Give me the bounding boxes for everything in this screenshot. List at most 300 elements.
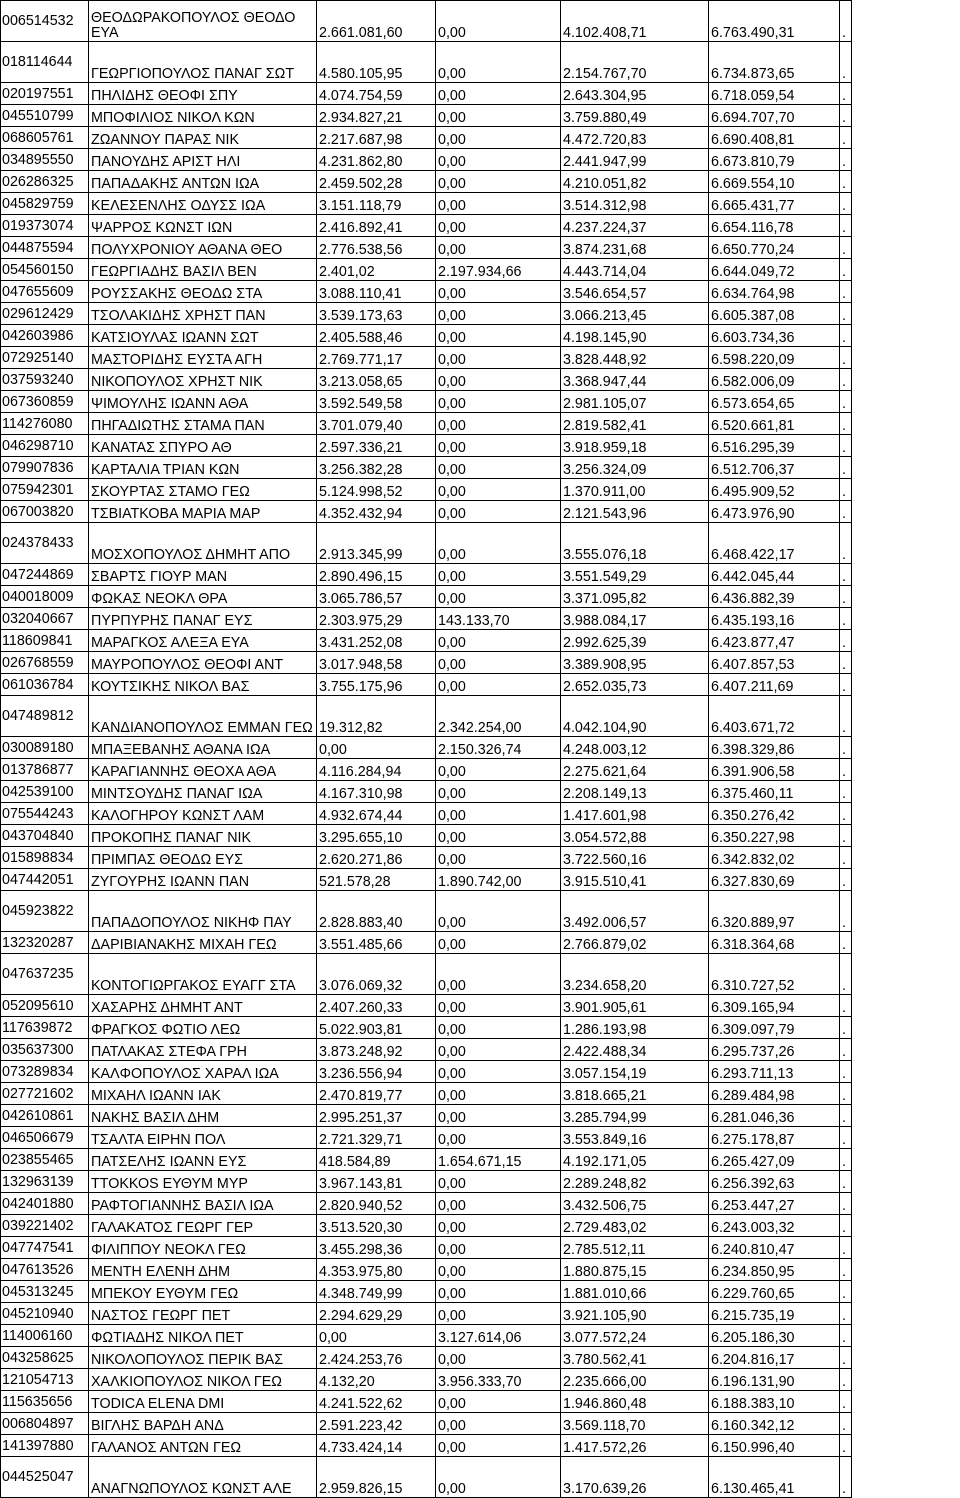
value2-cell: 0,00: [436, 127, 561, 149]
table-row: [1, 869, 852, 891]
value2-cell: 0,00: [436, 674, 561, 696]
name-cell: ΠΑΠΑΔΑΚΗΣ ΑΝΤΩΝ ΙΩΑ: [89, 171, 317, 193]
dot-cell: .: [840, 171, 852, 193]
value3-cell: 2.289.248,82: [561, 1171, 709, 1193]
value2-cell: 143.133,70: [436, 608, 561, 630]
value3-cell: 3.759.880,49: [561, 105, 709, 127]
table-row: [1, 171, 852, 193]
table-row: [1, 696, 852, 737]
value1-cell: 2.995.251,37: [317, 1105, 436, 1127]
value3-cell: 2.992.625,39: [561, 630, 709, 652]
value3-cell: 3.371.095,82: [561, 586, 709, 608]
total-cell: 6.598.220,09: [709, 347, 840, 369]
total-cell: 6.520.661,81: [709, 413, 840, 435]
dot-cell: .: [840, 759, 852, 781]
table-row: [1, 83, 852, 105]
afm-cell: 141397880: [1, 1435, 89, 1457]
value2-cell: 0,00: [436, 652, 561, 674]
total-cell: 6.243.003,32: [709, 1215, 840, 1237]
table-row: [1, 1391, 852, 1413]
value2-cell: 0,00: [436, 1391, 561, 1413]
name-cell: ΝΑΣΤΟΣ ΓΕΩΡΓ ΠΕΤ: [89, 1303, 317, 1325]
afm-cell: 037593240: [1, 369, 89, 391]
total-cell: 6.150.996,40: [709, 1435, 840, 1457]
name-cell: ΘΕΟΔΩΡΑΚΟΠΟΥΛΟΣ ΘΕΟΔΟ ΕΥΑ: [89, 1, 317, 42]
value2-cell: 1.654.671,15: [436, 1149, 561, 1171]
table-row: [1, 891, 852, 932]
value2-cell: 0,00: [436, 825, 561, 847]
dot-cell: .: [840, 501, 852, 523]
value3-cell: 3.066.213,45: [561, 303, 709, 325]
dot-cell: .: [840, 1391, 852, 1413]
afm-cell: 006804897: [1, 1413, 89, 1435]
value3-cell: 4.248.003,12: [561, 737, 709, 759]
value1-cell: 2.591.223,42: [317, 1413, 436, 1435]
total-cell: 6.240.810,47: [709, 1237, 840, 1259]
table-row: [1, 652, 852, 674]
value1-cell: 3.213.058,65: [317, 369, 436, 391]
value2-cell: 0,00: [436, 1457, 561, 1498]
value3-cell: 2.785.512,11: [561, 1237, 709, 1259]
total-cell: 6.318.364,68: [709, 932, 840, 954]
value1-cell: 3.592.549,58: [317, 391, 436, 413]
value1-cell: 4.074.754,59: [317, 83, 436, 105]
dot-cell: .: [840, 105, 852, 127]
afm-cell: 006514532: [1, 1, 89, 42]
afm-cell: 047442051: [1, 869, 89, 891]
value1-cell: 418.584,89: [317, 1149, 436, 1171]
name-cell: ΜΙΝΤΣΟΥΔΗΣ ΠΑΝΑΓ ΙΩΑ: [89, 781, 317, 803]
name-cell: ΜΠΟΦΙΛΙΟΣ ΝΙΚΟΛ ΚΩΝ: [89, 105, 317, 127]
value2-cell: 0,00: [436, 1413, 561, 1435]
table-row: [1, 1149, 852, 1171]
name-cell: ΖΩΑΝΝΟΥ ΠΑΡΑΣ ΝΙΚ: [89, 127, 317, 149]
dot-cell: .: [840, 391, 852, 413]
afm-cell: 054560150: [1, 259, 89, 281]
table-row: [1, 435, 852, 457]
total-cell: 6.188.383,10: [709, 1391, 840, 1413]
total-cell: 6.694.707,70: [709, 105, 840, 127]
table-row: [1, 1435, 852, 1457]
value3-cell: 2.235.666,00: [561, 1369, 709, 1391]
value3-cell: 3.077.572,24: [561, 1325, 709, 1347]
name-cell: ΜΟΣΧΟΠΟΥΛΟΣ ΔΗΜΗΤ ΑΠΟ: [89, 523, 317, 564]
value1-cell: 0,00: [317, 737, 436, 759]
dot-cell: .: [840, 479, 852, 501]
value2-cell: 0,00: [436, 281, 561, 303]
afm-cell: 045210940: [1, 1303, 89, 1325]
value2-cell: 0,00: [436, 847, 561, 869]
value1-cell: 2.424.253,76: [317, 1347, 436, 1369]
table-row: [1, 1281, 852, 1303]
table-row: [1, 803, 852, 825]
table-row: [1, 523, 852, 564]
total-cell: 6.320.889,97: [709, 891, 840, 932]
name-cell: ΣΒΑΡΤΣ ΓΙΟΥΡ ΜΑΝ: [89, 564, 317, 586]
value2-cell: 0,00: [436, 1, 561, 42]
afm-cell: 075544243: [1, 803, 89, 825]
value2-cell: 0,00: [436, 1105, 561, 1127]
afm-cell: 047655609: [1, 281, 89, 303]
table-row: [1, 1457, 852, 1498]
afm-cell: 073289834: [1, 1061, 89, 1083]
value3-cell: 3.551.549,29: [561, 564, 709, 586]
table-row: [1, 608, 852, 630]
name-cell: ΝΙΚΟΛΟΠΟΥΛΟΣ ΠΕΡΙΚ ΒΑΣ: [89, 1347, 317, 1369]
value1-cell: 2.303.975,29: [317, 608, 436, 630]
name-cell: ΝΑΚΗΣ ΒΑΣΙΛ ΔΗΜ: [89, 1105, 317, 1127]
value3-cell: 2.766.879,02: [561, 932, 709, 954]
dot-cell: .: [840, 1325, 852, 1347]
table-row: [1, 825, 852, 847]
table-row: [1, 1237, 852, 1259]
value1-cell: 5.022.903,81: [317, 1017, 436, 1039]
name-cell: ΧΑΛΚΙΟΠΟΥΛΟΣ ΝΙΚΟΛ ΓΕΩ: [89, 1369, 317, 1391]
value1-cell: 3.065.786,57: [317, 586, 436, 608]
dot-cell: .: [840, 1105, 852, 1127]
dot-cell: .: [840, 1259, 852, 1281]
dot-cell: .: [840, 523, 852, 564]
value1-cell: 5.124.998,52: [317, 479, 436, 501]
afm-cell: 039221402: [1, 1215, 89, 1237]
name-cell: ΤΤΟΚΚΟS ΕΥΘΥΜ ΜΥΡ: [89, 1171, 317, 1193]
total-cell: 6.407.857,53: [709, 652, 840, 674]
total-cell: 6.582.006,09: [709, 369, 840, 391]
dot-cell: .: [840, 891, 852, 932]
afm-cell: 042610861: [1, 1105, 89, 1127]
dot-cell: .: [840, 193, 852, 215]
value3-cell: 3.915.510,41: [561, 869, 709, 891]
value3-cell: 3.874.231,68: [561, 237, 709, 259]
name-cell: ΤΣΒΙΑΤΚΟΒΑ ΜΑΡΙΑ ΜΑΡ: [89, 501, 317, 523]
value3-cell: 2.275.621,64: [561, 759, 709, 781]
table-row: [1, 781, 852, 803]
table-row: [1, 281, 852, 303]
value1-cell: 2.828.883,40: [317, 891, 436, 932]
value2-cell: 2.342.254,00: [436, 696, 561, 737]
afm-cell: 117639872: [1, 1017, 89, 1039]
table-row: [1, 995, 852, 1017]
value3-cell: 1.946.860,48: [561, 1391, 709, 1413]
value3-cell: 3.918.959,18: [561, 435, 709, 457]
name-cell: ΦΙΛΙΠΠΟΥ ΝΕΟΚΛ ΓΕΩ: [89, 1237, 317, 1259]
total-cell: 6.573.654,65: [709, 391, 840, 413]
value2-cell: 0,00: [436, 501, 561, 523]
value3-cell: 3.432.506,75: [561, 1193, 709, 1215]
dot-cell: .: [840, 674, 852, 696]
value1-cell: 3.755.175,96: [317, 674, 436, 696]
total-cell: 6.718.059,54: [709, 83, 840, 105]
afm-cell: 047637235: [1, 954, 89, 995]
value1-cell: 4.348.749,99: [317, 1281, 436, 1303]
afm-cell: 072925140: [1, 347, 89, 369]
value1-cell: 2.401,02: [317, 259, 436, 281]
name-cell: ΓΑΛΑΚΑΤΟΣ ΓΕΩΡΓ ΓΕΡ: [89, 1215, 317, 1237]
total-cell: 6.130.465,41: [709, 1457, 840, 1498]
value1-cell: 3.431.252,08: [317, 630, 436, 652]
dot-cell: .: [840, 1457, 852, 1498]
dot-cell: .: [840, 1281, 852, 1303]
dot-cell: .: [840, 803, 852, 825]
value2-cell: 0,00: [436, 781, 561, 803]
name-cell: ΜΑΥΡΟΠΟΥΛΟΣ ΘΕΟΦΙ ΑΝΤ: [89, 652, 317, 674]
dot-cell: .: [840, 1237, 852, 1259]
dot-cell: .: [840, 1061, 852, 1083]
name-cell: ΦΩΚΑΣ ΝΕΟΚΛ ΘΡΑ: [89, 586, 317, 608]
value1-cell: 2.407.260,33: [317, 995, 436, 1017]
value3-cell: 2.652.035,73: [561, 674, 709, 696]
name-cell: ΝΙΚΟΠΟΥΛΟΣ ΧΡΗΣΤ ΝΙΚ: [89, 369, 317, 391]
dot-cell: .: [840, 1347, 852, 1369]
value1-cell: 4.231.862,80: [317, 149, 436, 171]
total-cell: 6.327.830,69: [709, 869, 840, 891]
value2-cell: 0,00: [436, 325, 561, 347]
total-cell: 6.473.976,90: [709, 501, 840, 523]
value1-cell: 3.551.485,66: [317, 932, 436, 954]
table-row: [1, 193, 852, 215]
value3-cell: 3.921.105,90: [561, 1303, 709, 1325]
afm-cell: 045923822: [1, 891, 89, 932]
value1-cell: 2.620.271,86: [317, 847, 436, 869]
value3-cell: 3.389.908,95: [561, 652, 709, 674]
name-cell: ΜΑΡΑΓΚΟΣ ΑΛΕΞΑ ΕΥΑ: [89, 630, 317, 652]
total-cell: 6.634.764,98: [709, 281, 840, 303]
total-cell: 6.204.816,17: [709, 1347, 840, 1369]
value1-cell: 4.580.105,95: [317, 42, 436, 83]
table-row: [1, 1303, 852, 1325]
total-cell: 6.289.484,98: [709, 1083, 840, 1105]
dot-cell: .: [840, 869, 852, 891]
name-cell: ΚΑΤΣΙΟΥΛΑΣ ΙΩΑΝΝ ΣΩΤ: [89, 325, 317, 347]
name-cell: ΡΟΥΣΣΑΚΗΣ ΘΕΟΔΩ ΣΤΑ: [89, 281, 317, 303]
name-cell: ΣΚΟΥΡΤΑΣ ΣΤΑΜΟ ΓΕΩ: [89, 479, 317, 501]
table-row: [1, 847, 852, 869]
name-cell: ΠΗΓΑΔΙΩΤΗΣ ΣΤΑΜΑ ΠΑΝ: [89, 413, 317, 435]
total-cell: 6.669.554,10: [709, 171, 840, 193]
name-cell: ΚΑΡΑΓΙΑΝΝΗΣ ΘΕΟΧΑ ΑΘΑ: [89, 759, 317, 781]
table-row: [1, 630, 852, 652]
name-cell: ΤΣΑΛΤΑ ΕΙΡΗΝ ΠΟΛ: [89, 1127, 317, 1149]
value2-cell: 0,00: [436, 1259, 561, 1281]
table-row: [1, 759, 852, 781]
total-cell: 6.375.460,11: [709, 781, 840, 803]
value1-cell: 2.661.081,60: [317, 1, 436, 42]
table-row: [1, 127, 852, 149]
value2-cell: 0,00: [436, 215, 561, 237]
value3-cell: 1.286.193,98: [561, 1017, 709, 1039]
name-cell: ΚΑΛΟΓΗΡΟΥ ΚΩΝΣΤ ΛΑΜ: [89, 803, 317, 825]
total-cell: 6.234.850,95: [709, 1259, 840, 1281]
value3-cell: 1.881.010,66: [561, 1281, 709, 1303]
value1-cell: 2.959.826,15: [317, 1457, 436, 1498]
value3-cell: 4.210.051,82: [561, 171, 709, 193]
table-row: [1, 413, 852, 435]
dot-cell: .: [840, 237, 852, 259]
value2-cell: 0,00: [436, 149, 561, 171]
dot-cell: .: [840, 825, 852, 847]
value3-cell: 3.901.905,61: [561, 995, 709, 1017]
value1-cell: 2.721.329,71: [317, 1127, 436, 1149]
value1-cell: 2.405.588,46: [317, 325, 436, 347]
value1-cell: 3.076.069,32: [317, 954, 436, 995]
value1-cell: 3.236.556,94: [317, 1061, 436, 1083]
dot-cell: .: [840, 369, 852, 391]
value2-cell: 0,00: [436, 1303, 561, 1325]
total-cell: 6.665.431,77: [709, 193, 840, 215]
afm-cell: 015898834: [1, 847, 89, 869]
value2-cell: 0,00: [436, 630, 561, 652]
value1-cell: 2.820.940,52: [317, 1193, 436, 1215]
value3-cell: 2.819.582,41: [561, 413, 709, 435]
total-cell: 6.229.760,65: [709, 1281, 840, 1303]
value3-cell: 4.198.145,90: [561, 325, 709, 347]
table-row: [1, 932, 852, 954]
dot-cell: .: [840, 42, 852, 83]
value1-cell: 4.733.424,14: [317, 1435, 436, 1457]
value1-cell: 3.701.079,40: [317, 413, 436, 435]
value3-cell: 3.368.947,44: [561, 369, 709, 391]
total-cell: 6.215.735,19: [709, 1303, 840, 1325]
value2-cell: 0,00: [436, 1083, 561, 1105]
value3-cell: 1.880.875,15: [561, 1259, 709, 1281]
table-row: [1, 1347, 852, 1369]
name-cell: ΒΙΓΛΗΣ ΒΑΡΔΗ ΑΝΔ: [89, 1413, 317, 1435]
value3-cell: 2.154.767,70: [561, 42, 709, 83]
value3-cell: 3.492.006,57: [561, 891, 709, 932]
value1-cell: 4.353.975,80: [317, 1259, 436, 1281]
afm-cell: 045829759: [1, 193, 89, 215]
name-cell: ΚΑΝΑΤΑΣ ΣΠΥΡΟ ΑΘ: [89, 435, 317, 457]
afm-cell: 044525047: [1, 1457, 89, 1498]
value2-cell: 0,00: [436, 369, 561, 391]
value1-cell: 4.116.284,94: [317, 759, 436, 781]
name-cell: ΠΡΟΚΟΠΗΣ ΠΑΝΑΓ ΝΙΚ: [89, 825, 317, 847]
total-cell: 6.293.711,13: [709, 1061, 840, 1083]
total-cell: 6.495.909,52: [709, 479, 840, 501]
total-cell: 6.690.408,81: [709, 127, 840, 149]
value1-cell: 2.294.629,29: [317, 1303, 436, 1325]
value1-cell: 3.151.118,79: [317, 193, 436, 215]
value1-cell: 4.241.522,62: [317, 1391, 436, 1413]
dot-cell: .: [840, 652, 852, 674]
value2-cell: 0,00: [436, 1193, 561, 1215]
value3-cell: 2.981.105,07: [561, 391, 709, 413]
dot-cell: .: [840, 696, 852, 737]
dot-cell: .: [840, 1193, 852, 1215]
value2-cell: 0,00: [436, 83, 561, 105]
value2-cell: 0,00: [436, 347, 561, 369]
value1-cell: 0,00: [317, 1325, 436, 1347]
dot-cell: .: [840, 737, 852, 759]
value2-cell: 0,00: [436, 193, 561, 215]
total-cell: 6.391.906,58: [709, 759, 840, 781]
afm-cell: 026768559: [1, 652, 89, 674]
dot-cell: .: [840, 1, 852, 42]
value3-cell: 1.417.601,98: [561, 803, 709, 825]
value2-cell: 0,00: [436, 105, 561, 127]
dot-cell: .: [840, 1435, 852, 1457]
afm-cell: 042401880: [1, 1193, 89, 1215]
value2-cell: 2.197.934,66: [436, 259, 561, 281]
dot-cell: .: [840, 149, 852, 171]
dot-cell: .: [840, 1171, 852, 1193]
afm-cell: 023855465: [1, 1149, 89, 1171]
table-row: [1, 1413, 852, 1435]
value1-cell: 2.769.771,17: [317, 347, 436, 369]
value2-cell: 0,00: [436, 1039, 561, 1061]
dot-cell: .: [840, 457, 852, 479]
value2-cell: 0,00: [436, 523, 561, 564]
value3-cell: 3.285.794,99: [561, 1105, 709, 1127]
dot-cell: .: [840, 630, 852, 652]
dot-cell: .: [840, 259, 852, 281]
name-cell: ΧΑΣΑΡΗΣ ΔΗΜΗΤ ΑΝΤ: [89, 995, 317, 1017]
total-cell: 6.673.810,79: [709, 149, 840, 171]
table-row: [1, 42, 852, 83]
value3-cell: 1.370.911,00: [561, 479, 709, 501]
afm-cell: 013786877: [1, 759, 89, 781]
table-row: [1, 369, 852, 391]
value3-cell: 2.121.543,96: [561, 501, 709, 523]
afm-cell: 047613526: [1, 1259, 89, 1281]
total-cell: 6.650.770,24: [709, 237, 840, 259]
value1-cell: 3.088.110,41: [317, 281, 436, 303]
table-row: [1, 737, 852, 759]
dot-cell: .: [840, 435, 852, 457]
value3-cell: 4.192.171,05: [561, 1149, 709, 1171]
value1-cell: 4.932.674,44: [317, 803, 436, 825]
table-row: [1, 1061, 852, 1083]
dot-cell: .: [840, 781, 852, 803]
value2-cell: 0,00: [436, 479, 561, 501]
value2-cell: 0,00: [436, 1061, 561, 1083]
afm-cell: 132320287: [1, 932, 89, 954]
value3-cell: 2.643.304,95: [561, 83, 709, 105]
value2-cell: 0,00: [436, 391, 561, 413]
afm-cell: 044875594: [1, 237, 89, 259]
table-row: [1, 1193, 852, 1215]
name-cell: ΡΑΦΤΟΓΙΑΝΝΗΣ ΒΑΣΙΛ ΙΩΑ: [89, 1193, 317, 1215]
value1-cell: 2.459.502,28: [317, 171, 436, 193]
value3-cell: 3.170.639,26: [561, 1457, 709, 1498]
total-cell: 6.516.295,39: [709, 435, 840, 457]
value2-cell: 0,00: [436, 171, 561, 193]
afm-cell: 121054713: [1, 1369, 89, 1391]
dot-cell: .: [840, 83, 852, 105]
value2-cell: 0,00: [436, 564, 561, 586]
value3-cell: 3.514.312,98: [561, 193, 709, 215]
dot-cell: .: [840, 215, 852, 237]
name-cell: ΓΕΩΡΓΙΑΔΗΣ ΒΑΣΙΛ ΒΕΝ: [89, 259, 317, 281]
afm-cell: 020197551: [1, 83, 89, 105]
value2-cell: 3.127.614,06: [436, 1325, 561, 1347]
table-row: [1, 501, 852, 523]
total-cell: 6.253.447,27: [709, 1193, 840, 1215]
name-cell: ΠΟΛΥΧΡΟΝΙΟΥ ΑΘΑΝΑ ΘΕΟ: [89, 237, 317, 259]
dot-cell: .: [840, 586, 852, 608]
table-row: [1, 586, 852, 608]
dot-cell: .: [840, 347, 852, 369]
afm-cell: 035637300: [1, 1039, 89, 1061]
name-cell: ΦΩΤΙΑΔΗΣ ΝΙΚΟΛ ΠΕΤ: [89, 1325, 317, 1347]
table-row: [1, 149, 852, 171]
dot-cell: .: [840, 995, 852, 1017]
value2-cell: 3.956.333,70: [436, 1369, 561, 1391]
value3-cell: 3.234.658,20: [561, 954, 709, 995]
value3-cell: 2.729.483,02: [561, 1215, 709, 1237]
value3-cell: 1.417.572,26: [561, 1435, 709, 1457]
value1-cell: 2.934.827,21: [317, 105, 436, 127]
